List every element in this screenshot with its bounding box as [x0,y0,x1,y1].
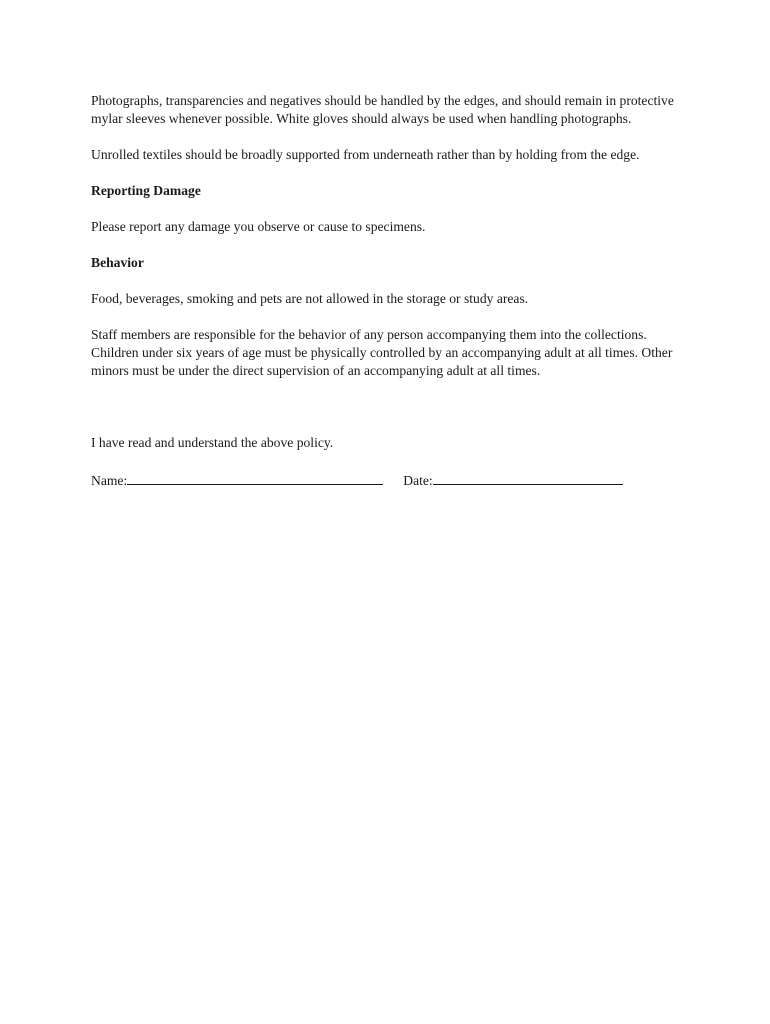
signature-row [91,470,691,490]
textiles-paragraph: Unrolled textiles should be broadly supported from underneath rather than by holding from the edge. [91,147,640,162]
name-field[interactable] [127,470,383,485]
name-label: Name: [91,473,128,488]
children-policy-paragraph: Children under six years of age must be physically controlled by an accompanying adult at all times. Other minors must be under the direct supervision of an accompanying adult at all times. [91,345,673,378]
reporting-damage-paragraph: Please report any damage you observe or cause to specimens. [91,219,426,234]
date-label: Date: [403,473,433,488]
food-policy-paragraph: Food, beverages, smoking and pets are not allowed in the storage or study areas. [91,291,529,306]
date-field[interactable] [433,470,623,485]
behavior-heading: Behavior [91,255,144,270]
acknowledgement-statement: I have read and understand the above policy. [91,435,334,450]
staff-responsibility-paragraph: Staff members are responsible for the behavior of any person accompanying them into the collections. [91,327,647,342]
photographs-paragraph: Photographs, transparencies and negatives should be handled by the edges, and should remain in protective mylar sleeves whenever possible. White gloves should always be used when handling photographs. [91,93,674,126]
document-body [91,92,691,490]
reporting-damage-heading: Reporting Damage [91,183,201,198]
